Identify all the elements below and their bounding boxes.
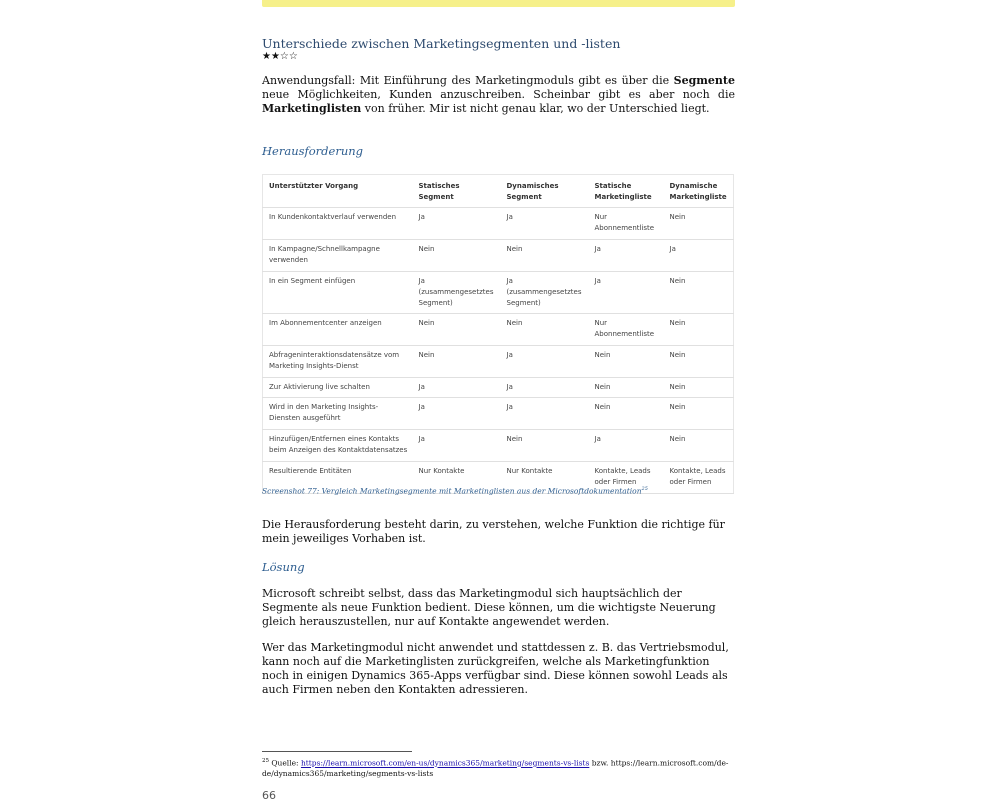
table-cell: Zur Aktivierung live schalten [263,378,413,398]
table-row [263,430,734,462]
usecase-bold-marketinglisten: Marketinglisten [262,102,362,115]
footnote-number: 25 [262,758,269,764]
table-row [263,272,734,314]
page-number: 66 [262,789,276,802]
table-cell: Nein [589,398,664,430]
table-row [263,398,734,430]
table-cell: Nein [413,240,501,272]
table-header: Dynamische Marketingliste [664,175,734,208]
footnote-link[interactable]: https://learn.microsoft.com/en-us/dynamics365/marketing/segments-vs-lists [300,758,590,768]
table-cell: Nein [501,314,589,346]
table-cell: Ja [589,272,664,314]
table-row [263,314,734,346]
table-cell: Ja [413,378,501,398]
table-header: Unterstützter Vorgang [263,175,413,208]
table-cell: Nein [501,430,589,462]
table-cell: Ja (zusammengesetztes Segment) [413,272,501,314]
table-cell: Kontakte, Leads oder Firmen [664,462,734,494]
table-cell: Im Abonnementcenter anzeigen [263,314,413,346]
table-cell: Abfrageninteraktionsdatensätze vom Marketing Insights-Dienst [263,346,413,378]
figure-caption-text: Screenshot 77: Vergleich Marketingsegmente mit Marketinglisten aus der Microsoftdokumentation [262,486,642,496]
table-cell: Nein [664,398,734,430]
table-header-row [263,175,734,208]
table-cell: Ja [664,240,734,272]
table-cell: Nein [413,346,501,378]
footnote-text: bzw. https://learn.microsoft.com/de-de/dynamics365/marketing/segments-vs-lists [262,758,729,778]
top-highlight-band [262,0,735,7]
usecase-text-1: Mit Einführung des Marketingmoduls gibt es über die [355,74,674,87]
table-cell: Nein [664,430,734,462]
table-cell: Nein [664,346,734,378]
solution-paragraph-1: Microsoft schreibt selbst, dass das Marketingmodul sich hauptsächlich der Segmente als neue Funktion bedient. Diese können, um die wichtigste Neuerung gleich herauszustellen, nur auf Kontakte angewendet werden. [262,587,716,628]
table-cell: In Kampagne/Schnellkampagne verwenden [263,240,413,272]
table-cell: Nur Kontakte [501,462,589,494]
comparison-table [262,174,734,494]
difficulty-rating: ★★☆☆ [262,51,298,62]
table-cell: Ja [413,430,501,462]
table-header: Statisches Segment [413,175,501,208]
table-cell: Ja [501,346,589,378]
table-cell: Ja [501,208,589,240]
table-row [263,346,734,378]
table-cell: Nein [664,314,734,346]
table-cell: Ja [589,240,664,272]
table-cell: Nein [589,346,664,378]
table-cell: Ja [413,208,501,240]
table-cell: In ein Segment einfügen [263,272,413,314]
footnote [262,756,735,779]
table-cell: Ja [501,378,589,398]
table-cell: Nein [664,272,734,314]
challenge-paragraph: Die Herausforderung besteht darin, zu verstehen, welche Funktion die richtige für mein jeweiliges Vorhaben ist. [262,518,725,545]
table-cell: Wird in den Marketing Insights-Diensten ausgeführt [263,398,413,430]
table-row [263,378,734,398]
table-row [263,240,734,272]
section-title: Unterschiede zwischen Marketingsegmenten und -listen [262,36,621,51]
table-cell: Ja (zusammengesetztes Segment) [501,272,589,314]
table-cell: Resultierende Entitäten [263,462,413,494]
table-header: Statische Marketingliste [589,175,664,208]
solution-heading: Lösung [262,560,305,574]
table-cell: Nur Abonnementliste [589,314,664,346]
table-header: Dynamisches Segment [501,175,589,208]
table-cell: Ja [589,430,664,462]
usecase-bold-segmente: Segmente [673,74,735,87]
table-cell: Nein [664,378,734,398]
usecase-text-2: neue Möglichkeiten, Kunden anzuschreiben. Scheinbar gibt es aber noch die [262,88,735,101]
table-cell: Ja [501,398,589,430]
figure-caption [262,486,648,496]
table-cell: Hinzufügen/Entfernen eines Kontakts beim Anzeigen des Kontaktdatensatzes [263,430,413,462]
figure-caption-footnote-ref: 25 [641,486,648,492]
table-cell: Nein [664,208,734,240]
challenge-heading: Herausforderung [262,144,364,158]
table-cell: Nein [589,378,664,398]
table-cell: Nein [501,240,589,272]
table-row [263,208,734,240]
footnote-prefix: Quelle: [269,758,301,768]
table-cell: Ja [413,398,501,430]
table-cell: In Kundenkontaktverlauf verwenden [263,208,413,240]
usecase-label: Anwendungsfall: [262,74,356,87]
usecase-text-3: von früher. Mir ist nicht genau klar, wo der Unterschied liegt. [361,102,710,115]
footnote-separator [262,751,412,752]
usecase-paragraph [262,74,735,116]
table-cell: Nur Abonnementliste [589,208,664,240]
table-cell: Nur Kontakte [413,462,501,494]
table-cell: Kontakte, Leads oder Firmen [589,462,664,494]
solution-paragraph-2: Wer das Marketingmodul nicht anwendet und stattdessen z. B. das Vertriebsmodul, kann noch auf die Marketinglisten zurückgreifen, welche als Marketingfunktion noch in einigen Dynamics 365-Apps verfügbar sind. Diese können sowohl Leads als auch Firmen neben den Kontakten adressieren. [262,641,729,696]
table-cell: Nein [413,314,501,346]
